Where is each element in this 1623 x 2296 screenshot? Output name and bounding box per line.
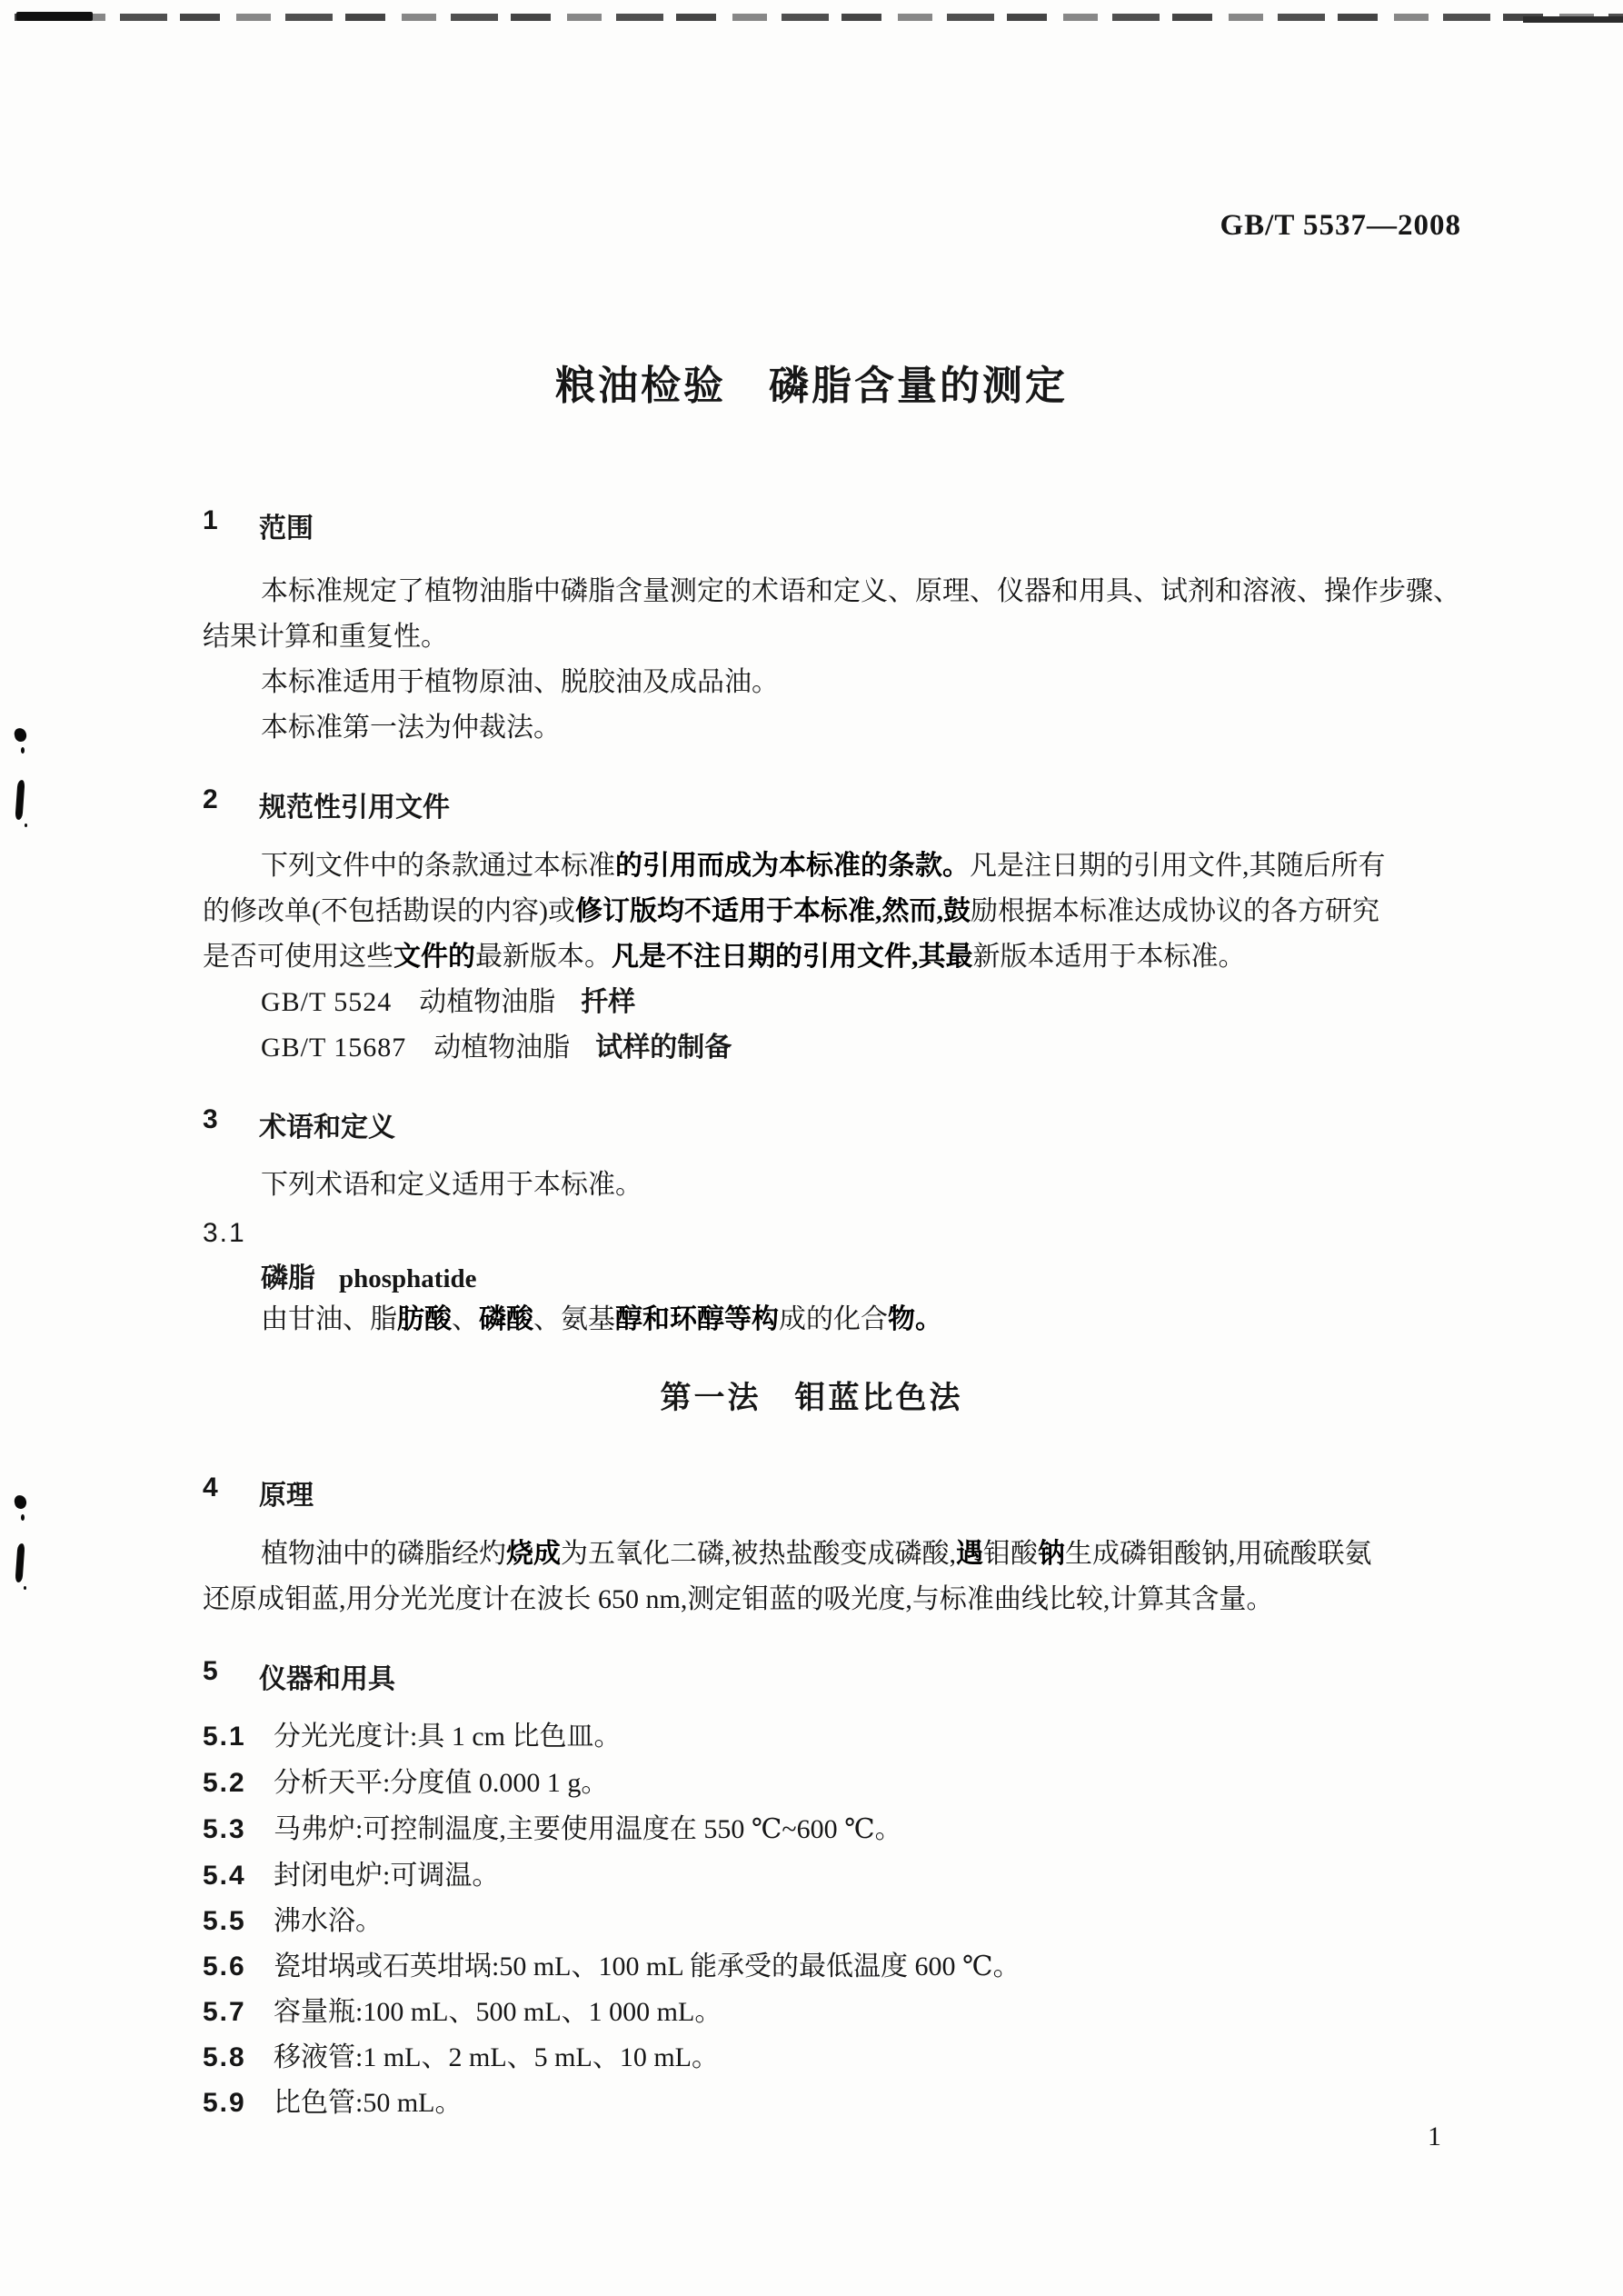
list-item-5-7 — [203, 1996, 722, 2029]
list-item-5-9 — [203, 2087, 463, 2120]
reference-name: 动植物油脂 — [419, 987, 556, 1017]
s3-paragraph-line: 下列术语和定义适用于本标准。 — [261, 1170, 642, 1200]
reference-code: GB/T 5524 — [261, 987, 393, 1017]
item-text: 移液管:1 mL、2 mL、5 mL、10 mL。 — [274, 2042, 719, 2072]
item-number: 5.5 — [203, 1906, 246, 1936]
item-number: 5.9 — [203, 2088, 246, 2118]
section-3-number: 3 — [203, 1104, 218, 1134]
item-text: 瓷坩埚或石英坩埚:50 mL、100 mL 能承受的最低温度 600 ℃。 — [274, 1952, 1021, 1982]
list-item-5-4 — [203, 1860, 499, 1892]
scan-artifact-margin-dot — [24, 1586, 26, 1590]
s4-paragraph-line: 植物油中的磷脂经灼烧成为五氧化二磷,被热盐酸变成磷酸,遇钼酸钠生成磷钼酸钠,用硫酸联氨 — [261, 1539, 1372, 1569]
term-chinese: 磷脂 — [261, 1263, 315, 1293]
section-2-title: 规范性引用文件 — [259, 793, 450, 823]
reference-subject: 扦样 — [581, 987, 636, 1017]
scan-artifact-margin-dot — [21, 1514, 25, 1521]
item-number: 5.1 — [203, 1722, 246, 1752]
item-number: 5.3 — [203, 1814, 246, 1844]
item-number: 5.8 — [203, 2042, 246, 2072]
standard-number: GB/T 5537—2008 — [1220, 209, 1461, 242]
section-1-title: 范围 — [259, 514, 314, 544]
scan-artifact-top-dashed-line — [15, 14, 1623, 21]
page-number: 1 — [1428, 2121, 1441, 2151]
s2-reference-2 — [261, 1032, 732, 1064]
s3-subclause-number: 3.1 — [203, 1218, 246, 1248]
scan-artifact-top-left-blob — [16, 12, 93, 21]
s1-paragraph-line: 本标准第一法为仲裁法。 — [261, 713, 561, 743]
scan-artifact-margin-dot — [25, 824, 27, 827]
item-number: 5.2 — [203, 1768, 246, 1798]
scan-artifact-margin-dot — [21, 747, 25, 754]
s1-paragraph-line: 结果计算和重复性。 — [203, 622, 448, 652]
item-text: 容量瓶:100 mL、500 mL、1 000 mL。 — [274, 1997, 722, 2027]
section-5-number: 5 — [203, 1656, 218, 1686]
list-item-5-3 — [203, 1813, 902, 1846]
reference-name: 动植物油脂 — [433, 1033, 571, 1063]
list-item-5-8 — [203, 2041, 719, 2074]
section-2-heading — [203, 784, 450, 824]
item-text: 分光光度计:具 1 cm 比色皿。 — [274, 1722, 622, 1752]
list-item-5-6 — [203, 1951, 1021, 1983]
section-2-number: 2 — [203, 784, 218, 814]
section-4-number: 4 — [203, 1472, 218, 1502]
section-5-heading — [203, 1656, 395, 1696]
s2-paragraph-line: 的修改单(不包括勘误的内容)或修订版均不适用于本标准,然而,鼓励根据本标准达成协议的各方研究 — [203, 896, 1379, 926]
item-text: 马弗炉:可控制温度,主要使用温度在 550 ℃~600 ℃。 — [274, 1814, 902, 1844]
document-title: 粮油检验 磷脂含量的测定 — [555, 364, 1068, 408]
section-1-heading — [203, 505, 314, 545]
s2-reference-1 — [261, 986, 635, 1019]
section-3-title: 术语和定义 — [259, 1113, 395, 1143]
scan-artifact-top-right-dash — [1523, 16, 1623, 23]
section-1-number: 1 — [203, 505, 218, 535]
method-1-heading: 第一法 钼蓝比色法 — [660, 1381, 963, 1415]
item-text: 沸水浴。 — [274, 1906, 383, 1936]
term-english: phosphatide — [339, 1264, 477, 1293]
scan-artifact-margin-mark — [14, 727, 28, 743]
reference-code: GB/T 15687 — [261, 1033, 407, 1063]
section-4-heading — [203, 1472, 314, 1512]
s2-paragraph-line: 是否可使用这些文件的最新版本。凡是不注日期的引用文件,其最新版本适用于本标准。 — [203, 942, 1246, 972]
item-text: 封闭电炉:可调温。 — [274, 1861, 500, 1891]
s3-term — [261, 1263, 477, 1295]
item-number: 5.4 — [203, 1861, 246, 1891]
list-item-5-2 — [203, 1767, 608, 1800]
section-5-title: 仪器和用具 — [259, 1664, 395, 1694]
s3-definition: 由甘油、脂肪酸、磷酸、氨基醇和环醇等构成的化合物。 — [261, 1304, 942, 1334]
item-number: 5.6 — [203, 1952, 246, 1982]
section-4-title: 原理 — [259, 1481, 314, 1511]
scan-artifact-margin-squiggle — [15, 780, 25, 820]
section-3-heading — [203, 1104, 395, 1144]
reference-subject: 试样的制备 — [595, 1033, 732, 1063]
scan-artifact-margin-mark — [14, 1494, 27, 1510]
s4-paragraph-line: 还原成钼蓝,用分光光度计在波长 650 nm,测定钼蓝的吸光度,与标准曲线比较,计算其含量。 — [203, 1584, 1274, 1614]
item-text: 比色管:50 mL。 — [274, 2088, 463, 2118]
list-item-5-5 — [203, 1905, 383, 1938]
list-item-5-1 — [203, 1721, 622, 1753]
item-text: 分析天平:分度值 0.000 1 g。 — [274, 1768, 609, 1798]
s2-paragraph-line: 下列文件中的条款通过本标准的引用而成为本标准的条款。凡是注日期的引用文件,其随后所有 — [261, 851, 1386, 881]
s1-paragraph-line: 本标准规定了植物油脂中磷脂含量测定的术语和定义、原理、仪器和用具、试剂和溶液、操作步骤、 — [261, 576, 1460, 606]
item-number: 5.7 — [203, 1997, 246, 2027]
scan-artifact-margin-squiggle — [15, 1543, 25, 1582]
s1-paragraph-line: 本标准适用于植物原油、脱胶油及成品油。 — [261, 667, 779, 697]
